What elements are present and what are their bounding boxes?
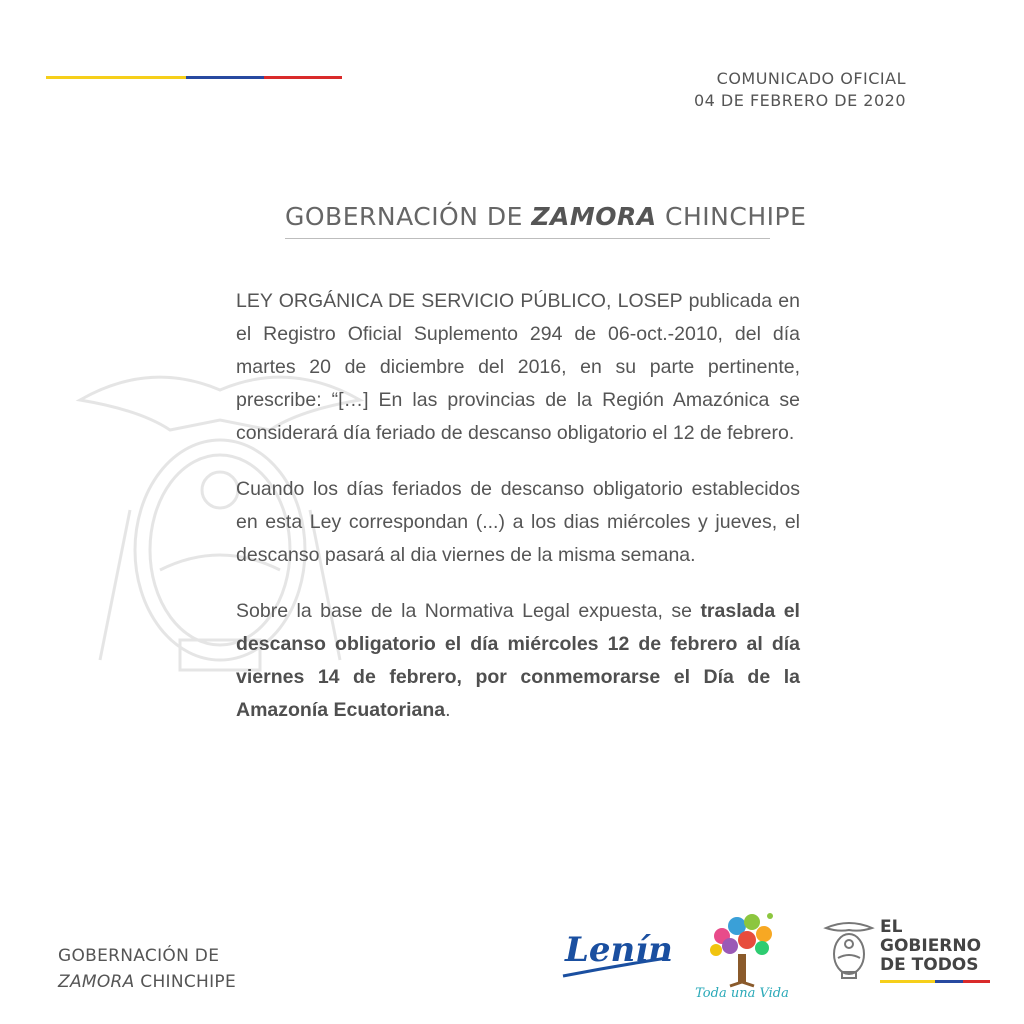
resolution-lead: Sobre la base de la Normativa Legal expuesta, se — [236, 600, 701, 622]
resolution-end: . — [445, 699, 451, 721]
title-prefix: GOBERNACIÓN DE — [285, 202, 532, 231]
gov-flag-red — [963, 980, 990, 983]
footer-line1: GOBERNACIÓN DE — [58, 946, 220, 966]
page-title — [285, 202, 807, 231]
lenin-logo-text: Lenín — [565, 930, 673, 970]
gov-line1: EL — [880, 917, 903, 937]
footer-governorate — [58, 943, 236, 995]
gov-flag-blue — [935, 980, 963, 983]
gobierno-de-todos-logo — [822, 918, 992, 998]
communique-label: COMUNICADO OFICIAL — [716, 69, 906, 88]
flag-blue — [186, 76, 264, 79]
title-divider — [285, 238, 770, 239]
lenin-swoosh-icon — [555, 928, 675, 984]
gov-flag-yellow — [880, 980, 935, 983]
gov-flag-stripe — [880, 980, 990, 983]
flag-red — [264, 76, 342, 79]
title-bold: ZAMORA — [531, 202, 657, 231]
communique-body — [236, 285, 800, 750]
gov-line3: DE TODOS — [880, 955, 979, 975]
gov-seal-icon — [822, 918, 876, 980]
gov-logo-text — [880, 918, 981, 975]
lenin-logo — [555, 928, 675, 984]
footer-line2 — [58, 969, 236, 995]
communique-date: 04 DE FEBRERO DE 2020 — [693, 91, 906, 110]
communique-header — [694, 68, 906, 112]
tree-of-life-icon — [692, 908, 792, 988]
resolution-bold: traslada el descanso obligatorio el día miércoles 12 de febrero al día viernes 14 de febrero, por conmemorarse el Día de la Amazonía Ecuatoriana — [236, 600, 800, 721]
flag-yellow — [46, 76, 186, 79]
footer-rest: CHINCHIPE — [134, 972, 237, 992]
title-suffix: CHINCHIPE — [656, 202, 807, 231]
toda-una-vida-logo — [692, 908, 792, 1008]
paragraph-resolution — [236, 595, 800, 727]
paragraph-law: LEY ORGÁNICA DE SERVICIO PÚBLICO, LOSEP publicada en el Registro Oficial Suplemento 294 de 06-oct.-2010, del día martes 20 de diciembre del 2016, en su parte pertinente, prescribe: “[…] En las provincias de la Región Amazónica se considerará día feriado de descanso obligatorio el 12 de febrero. — [236, 290, 800, 444]
gov-line2: GOBIERNO — [880, 936, 982, 956]
paragraph-rule: Cuando los días feriados de descanso obligatorio establecidos en esta Ley correspondan (...) a los dias miércoles y jueves, el descanso pasará al dia viernes de la misma semana. — [236, 478, 800, 566]
footer-italic: ZAMORA — [58, 972, 135, 992]
tree-caption: Toda una Vida — [695, 986, 789, 1001]
